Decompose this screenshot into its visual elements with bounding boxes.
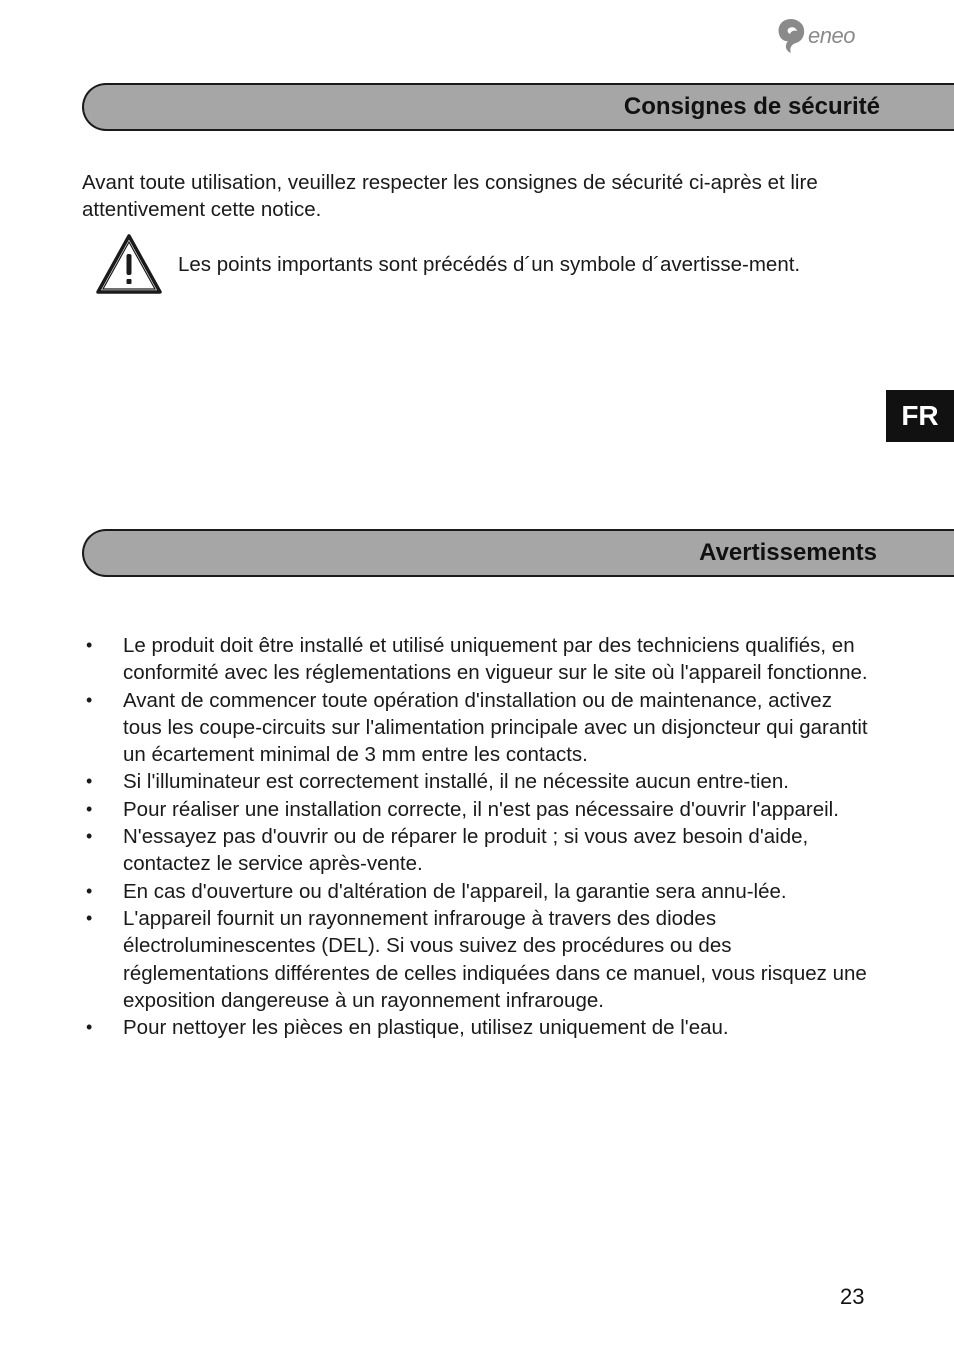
bullet-icon: • — [86, 907, 93, 928]
warning-triangle-icon — [95, 233, 163, 295]
list-item — [82, 687, 872, 769]
section-title-safety: Consignes de sécurité — [623, 93, 880, 120]
list-item-text: Pour réaliser une installation correcte, il n'est pas nécessaire d'ouvrir l'appareil. — [123, 797, 839, 821]
list-item-text: Avant de commencer toute opération d'installation ou de maintenance, activez tous les coupe-circuits sur l'alimentation principale avec un disjoncteur qui garantit un écartement minimal de 3 mm entre les contacts. — [123, 688, 868, 767]
bullet-icon: • — [86, 826, 93, 847]
list-item-text: En cas d'ouverture ou d'altération de l'appareil, la garantie sera annu-lée. — [123, 879, 787, 903]
list-item-text: N'essayez pas d'ouvrir ou de réparer le produit ; si vous avez besoin d'aide, contactez le service après-vente. — [123, 825, 809, 876]
list-item-text: Si l'illuminateur est correctement installé, il ne nécessite aucun entre-tien. — [123, 770, 789, 794]
bullet-icon: • — [86, 635, 93, 655]
bullet-icon: • — [86, 1017, 93, 1038]
list-item — [82, 632, 872, 687]
list-item-text: Pour nettoyer les pièces en plastique, utilisez uniquement de l'eau. — [123, 1016, 729, 1040]
list-item-text: L'appareil fournit un rayonnement infrarouge à travers des diodes électroluminescentes (DEL). Si vous suivez des procédures ou des réglementations différentes de celles indiquées dans ce manuel, vous risquez une exposition dangereuse à un rayonnement infrarouge. — [123, 906, 867, 1012]
eneo-logo-icon — [776, 17, 806, 55]
language-tab-fr: FR — [886, 390, 954, 442]
intro-paragraph: Avant toute utilisation, veuillez respecter les consignes de sécurité ci-après et lire attentivement cette notice. — [82, 171, 818, 221]
list-item-text: Le produit doit être installé et utilisé uniquement par des techniciens qualifiés, en conformité avec les réglementations en vigueur sur le site où l'appareil fonctionne. — [123, 634, 868, 685]
section-title-warnings: Avertissements — [699, 539, 877, 566]
brand-logo — [776, 16, 876, 56]
bullet-icon: • — [86, 771, 93, 792]
section-header-warnings — [82, 529, 954, 577]
warnings-list — [82, 632, 872, 1041]
section-header-safety — [82, 83, 954, 131]
bullet-icon: • — [86, 689, 93, 710]
list-item — [82, 1014, 872, 1041]
logo-text: eneo — [808, 23, 855, 48]
bullet-icon: • — [86, 798, 93, 819]
list-item — [82, 796, 872, 823]
list-item — [82, 768, 872, 795]
list-item — [82, 823, 872, 878]
list-item — [82, 878, 872, 905]
page-number: 23 — [840, 1284, 865, 1309]
warning-note: Les points importants sont précédés d´un symbole d´avertisse-ment. — [178, 253, 801, 276]
list-item — [82, 905, 872, 1014]
bullet-icon: • — [86, 880, 93, 901]
